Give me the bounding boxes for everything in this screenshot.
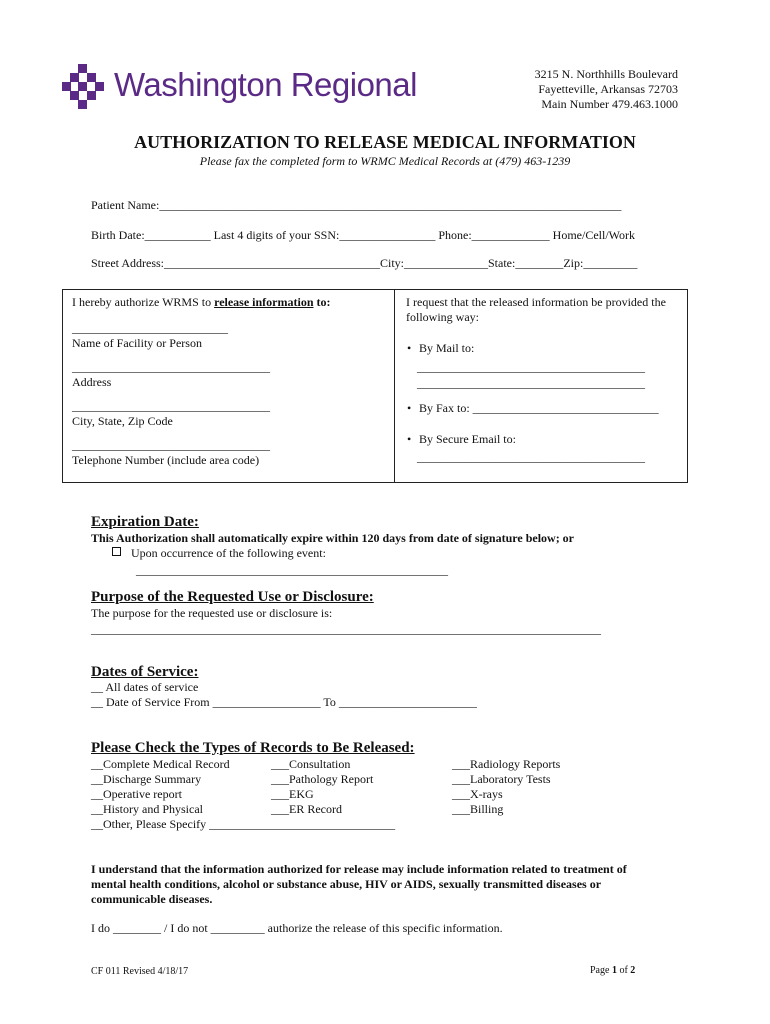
page-total: 2 xyxy=(630,965,636,976)
record-option[interactable]: __History and Physical xyxy=(91,802,203,816)
street-address-field[interactable]: Street Address:____________________________________City:______________State:________Zip:_________ xyxy=(91,256,638,270)
expiration-event-option xyxy=(112,546,326,561)
form-title: AUTHORIZATION TO RELEASE MEDICAL INFORMATION xyxy=(134,132,636,152)
record-option[interactable]: ___Consultation xyxy=(271,757,351,771)
record-option[interactable]: __Complete Medical Record xyxy=(91,757,230,771)
date-range-option[interactable]: __ Date of Service From __________________ To _______________________ xyxy=(91,695,477,709)
mail-address-line-2[interactable]: ______________________________________ xyxy=(417,376,645,390)
purpose-text: The purpose for the requested use or disclosure is: xyxy=(91,606,333,620)
authorize-recipient-box xyxy=(62,289,395,483)
authorize-underlined: release information xyxy=(214,295,314,309)
telephone-line[interactable]: _________________________________ xyxy=(72,438,270,452)
request-text-2: following way: xyxy=(406,310,479,324)
form-id: CF 011 Revised 4/18/17 xyxy=(91,966,189,977)
record-option[interactable]: ___Laboratory Tests xyxy=(452,772,551,786)
understand-line-1: I understand that the information authorized for release may include information related to treatment of xyxy=(91,862,627,876)
event-checkbox[interactable] xyxy=(112,547,121,556)
logo-text: Washington Regional xyxy=(114,66,417,103)
delivery-method-box xyxy=(395,289,688,483)
records-column-3 xyxy=(452,757,560,817)
understand-statement xyxy=(91,862,627,907)
expiration-heading: Expiration Date: xyxy=(91,514,199,530)
record-option[interactable]: ___EKG xyxy=(271,787,314,801)
facility-line[interactable]: __________________________ xyxy=(72,321,228,335)
birth-ssn-phone-field[interactable]: Birth Date:___________ Last 4 digits of your SSN:________________ Phone:_____________ Home/Cell/Work xyxy=(91,228,636,242)
event-line[interactable]: ____________________________________________________ xyxy=(136,563,448,577)
record-option[interactable]: ___ER Record xyxy=(271,802,342,816)
address-line-1: 3215 N. Northhills Boulevard xyxy=(534,67,678,81)
by-email-option: • By Secure Email to: xyxy=(419,432,516,447)
page-prefix: Page xyxy=(590,965,612,976)
expiration-auto-text: This Authorization shall automatically expire within 120 days from date of signature below; or xyxy=(91,531,575,545)
mail-address-line-1[interactable]: ______________________________________ xyxy=(417,360,645,374)
by-mail-option: • By Mail to: xyxy=(419,341,474,356)
washington-regional-cross-icon xyxy=(62,64,104,110)
address-line-2: Fayetteville, Arkansas 72703 xyxy=(538,82,678,96)
city-line[interactable]: _________________________________ xyxy=(72,399,270,413)
record-option[interactable]: ___Radiology Reports xyxy=(452,757,561,771)
request-text-1: I request that the released information be provided the xyxy=(406,295,666,309)
record-option[interactable]: ___Pathology Report xyxy=(271,772,374,786)
authorize-statement xyxy=(72,295,331,310)
logo xyxy=(62,64,417,110)
page-mid: of xyxy=(616,965,631,976)
event-label: Upon occurrence of the following event: xyxy=(131,546,326,560)
telephone-label: Telephone Number (include area code) xyxy=(72,453,260,467)
address-label: Address xyxy=(72,375,112,389)
purpose-heading: Purpose of the Requested Use or Disclosure: xyxy=(91,589,374,605)
page-current: 1 xyxy=(611,965,617,976)
facility-label: Name of Facility or Person xyxy=(72,336,202,350)
address-line[interactable]: _________________________________ xyxy=(72,360,270,374)
records-column-2 xyxy=(271,757,373,817)
record-option[interactable]: __Discharge Summary xyxy=(91,772,202,786)
record-option[interactable]: __Other, Please Specify _______________________________ xyxy=(91,817,396,831)
patient-name-field[interactable]: Patient Name:_____________________________________________________________________________ xyxy=(91,198,622,212)
city-label: City, State, Zip Code xyxy=(72,414,173,428)
page-number xyxy=(590,965,635,976)
understand-line-3: communicable diseases. xyxy=(91,892,213,906)
authorize-prefix: I hereby authorize WRMS to xyxy=(72,295,215,309)
authorize-suffix: to: xyxy=(313,295,331,309)
dates-heading: Dates of Service: xyxy=(91,664,199,680)
hospital-address xyxy=(535,67,678,112)
record-option[interactable]: __Operative report xyxy=(91,787,182,801)
email-line[interactable]: ______________________________________ xyxy=(417,450,645,464)
purpose-line[interactable]: _____________________________________________________________________________________ xyxy=(91,622,601,636)
record-option[interactable]: ___Billing xyxy=(452,802,504,816)
understand-line-2: mental health conditions, alcohol or substance abuse, HIV or AIDS, sexually transmitted diseases or xyxy=(91,877,602,891)
records-heading: Please Check the Types of Records to Be Released: xyxy=(91,740,415,756)
record-option[interactable]: ___X-rays xyxy=(452,787,503,801)
by-fax-option[interactable]: • By Fax to: _______________________________ xyxy=(419,401,659,416)
authorize-choice-line[interactable]: I do ________ / I do not _________ authorize the release of this specific information. xyxy=(91,921,503,935)
form-subtitle: Please fax the completed form to WRMC Medical Records at (479) 463-1239 xyxy=(199,154,571,168)
all-dates-option[interactable]: __ All dates of service xyxy=(91,680,199,694)
address-line-3: Main Number 479.463.1000 xyxy=(541,97,678,111)
